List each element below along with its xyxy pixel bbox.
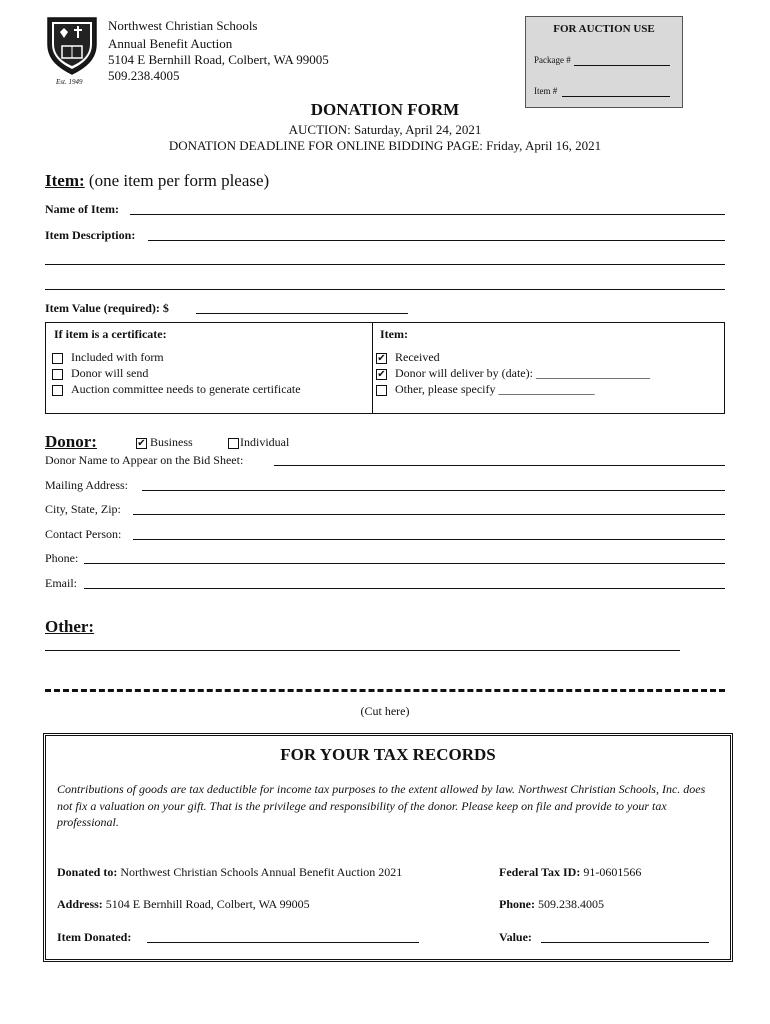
item-description-line-3[interactable] [45,289,725,290]
checkbox-committee-icon[interactable] [52,385,63,396]
federal-tax-id-label: Federal Tax ID: [499,865,581,879]
phone-label: Phone: [45,551,79,565]
school-crest-logo [44,14,100,76]
certificate-option-label: Included with form [71,350,164,364]
checkmark-icon[interactable]: ✔ [377,352,386,364]
item-number-field[interactable] [562,96,670,97]
certificate-option-donor-send[interactable] [52,366,148,380]
email-label: Email: [45,576,77,590]
donor-bid-name-field[interactable] [274,465,725,466]
tax-address-value: 5104 E Bernhill Road, Colbert, WA 99005 [105,897,310,911]
item-heading-note: (one item per form please) [88,171,270,190]
mailing-address-field[interactable] [142,490,725,491]
donor-type-business[interactable] [136,435,193,449]
package-number-label: Package # [534,55,571,65]
event-name: Annual Benefit Auction [108,36,233,51]
item-status-received[interactable] [376,350,440,364]
item-value-label: Item Value (required): $ [45,301,169,315]
auction-use-box [525,16,683,108]
contact-person-field[interactable] [133,539,725,540]
contact-person-label: Contact Person: [45,527,122,541]
tax-phone-label: Phone: [499,897,535,911]
other-heading: Other: [45,617,95,636]
tax-value-field[interactable] [541,942,709,943]
checkbox-included-icon[interactable] [52,353,63,364]
business-label: Business [150,435,193,449]
auction-date: AUCTION: Saturday, April 24, 2021 [288,122,482,137]
checkbox-individual-icon[interactable] [228,438,239,449]
tax-value-label: Value: [499,930,532,944]
checkmark-icon[interactable]: ✔ [377,368,386,380]
individual-label: Individual [240,435,290,449]
item-description-label: Item Description: [45,228,136,242]
auction-use-title: FOR AUCTION USE [553,23,655,35]
deadline-line: DONATION DEADLINE FOR ONLINE BIDDING PAGE: Friday, April 16, 2021 [168,138,602,153]
cut-here-label: (Cut here) [360,704,410,718]
tax-disclaimer: Contributions of goods are tax deductible for income tax purposes to the extent allowed by law. Northwest Christian Schools, Inc. does not fix a valuation on your gift. That is the privilege and responsibility of the donor. Please keep on file and provide to your tax professional. [57,782,706,829]
other-field[interactable] [45,650,680,651]
phone-field[interactable] [84,563,725,564]
item-name-label: Name of Item: [45,202,119,216]
established-year: Est. 1949 [56,78,83,86]
item-donated-label: Item Donated: [57,930,132,944]
tax-address-label: Address: [57,897,103,911]
federal-tax-id-value: 91-0601566 [583,865,642,879]
item-status-deliver[interactable] [376,366,650,380]
tax-phone [499,897,604,911]
city-state-zip-field[interactable] [133,514,725,515]
item-name-field[interactable] [130,214,725,215]
tax-records-title: FOR YOUR TAX RECORDS [280,745,496,764]
checkbox-other-icon[interactable] [376,385,387,396]
certificate-option-label: Auction committee needs to generate certificate [71,382,301,396]
certificate-option-committee[interactable] [52,382,301,396]
cut-line [45,689,725,692]
city-state-zip-label: City, State, Zip: [45,502,121,516]
form-title: DONATION FORM [310,100,460,119]
item-heading [45,171,269,191]
certificate-option-label: Donor will send [71,366,149,380]
school-name: Northwest Christian Schools [108,18,258,33]
checkbox-donor-send-icon[interactable] [52,369,63,380]
donated-to [57,865,402,879]
item-status-label: Donor will deliver by (date): ___________________ [395,366,650,380]
donor-bid-name-label: Donor Name to Appear on the Bid Sheet: [45,453,244,467]
federal-tax-id [499,865,641,879]
item-status-label: Received [395,350,440,364]
item-details-table [45,322,725,414]
email-field[interactable] [84,588,725,589]
certificate-title: If item is a certificate: [54,327,167,341]
item-description-line-2[interactable] [45,264,725,265]
donated-to-label: Donated to: [57,865,118,879]
tax-phone-value: 509.238.4005 [538,897,604,911]
item-donated-field[interactable] [147,942,419,943]
item-status-other[interactable] [376,382,594,396]
donor-type-individual[interactable] [228,435,289,449]
donor-heading: Donor: [45,432,97,451]
item-status-title: Item: [380,327,408,341]
item-value-field[interactable] [196,313,408,314]
tax-records-box [43,733,733,962]
item-status-label: Other, please specify ________________ [395,382,595,396]
mailing-address-label: Mailing Address: [45,478,128,492]
item-number-label: Item # [534,86,558,96]
school-phone: 509.238.4005 [108,68,180,83]
package-number-field[interactable] [574,65,670,66]
certificate-option-included[interactable] [52,350,164,364]
checkmark-icon[interactable]: ✔ [137,437,146,449]
item-heading-label: Item: [45,171,85,190]
tax-address [57,897,310,911]
donated-to-value: Northwest Christian Schools Annual Benefit Auction 2021 [120,865,403,879]
school-address: 5104 E Bernhill Road, Colbert, WA 99005 [108,52,329,67]
item-description-field[interactable] [148,240,725,241]
